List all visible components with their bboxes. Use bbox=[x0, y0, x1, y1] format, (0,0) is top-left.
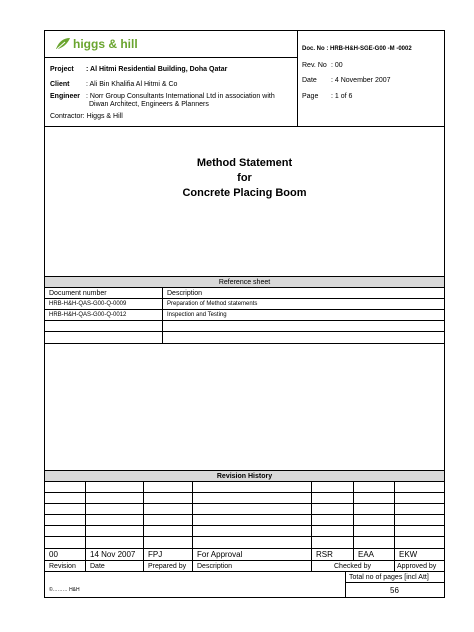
page-label: Page bbox=[302, 93, 319, 100]
rev-line-1 bbox=[44, 481, 445, 482]
rev-line-0 bbox=[44, 470, 445, 471]
rev-line-8 bbox=[44, 560, 445, 561]
ref-col-divider bbox=[162, 287, 163, 343]
label-description: Description bbox=[197, 563, 233, 570]
label-prepared: Prepared by bbox=[148, 563, 187, 570]
client-value: : Ali Bin Khalifia Al Hitmi & Co bbox=[86, 81, 178, 88]
rev-line-6 bbox=[44, 536, 445, 537]
rev-row-revision: 00 bbox=[49, 550, 58, 559]
rev-col-5 bbox=[353, 481, 354, 560]
ref-line-0 bbox=[44, 276, 445, 277]
frame-right bbox=[444, 30, 445, 598]
label-checked: Checked by bbox=[334, 563, 371, 570]
total-pages-value: 56 bbox=[390, 586, 399, 595]
label-approved: Approved by bbox=[397, 563, 437, 570]
revision-heading: Revision History bbox=[216, 473, 273, 480]
frame-bottom bbox=[44, 597, 445, 598]
rev-row-date: 14 Nov 2007 bbox=[90, 550, 136, 559]
date-label: Date bbox=[302, 77, 317, 84]
company-logo bbox=[55, 37, 138, 51]
header-divider-bottom bbox=[44, 126, 445, 127]
ref-col-doc: Document number bbox=[49, 290, 107, 297]
project-value: : Al Hitmi Residential Building, Doha Qatar bbox=[86, 66, 228, 73]
frame-left bbox=[44, 30, 45, 598]
rev-row-approved: EKW bbox=[399, 550, 418, 559]
rev-col-3 bbox=[192, 481, 193, 571]
rev-row-checked-2: EAA bbox=[358, 550, 375, 559]
rev-line-2 bbox=[44, 492, 445, 493]
title-line-1: Method Statement bbox=[196, 157, 293, 169]
ref-line-2 bbox=[44, 298, 445, 299]
footer-copyright: ©……… H&H bbox=[49, 587, 80, 593]
engineer-value-line1: : Norr Group Consultants International Ltd in association with bbox=[86, 93, 275, 100]
rev-line-10 bbox=[345, 582, 445, 583]
ref-row-1-doc: HRB-H&H-QAS-G00-Q-0009 bbox=[49, 301, 127, 307]
reference-heading: Reference sheet bbox=[218, 279, 271, 286]
ref-line-6 bbox=[44, 343, 445, 344]
rev-line-3 bbox=[44, 503, 445, 504]
leaf-icon bbox=[55, 37, 71, 51]
title-line-3: Concrete Placing Boom bbox=[182, 187, 307, 199]
rev-line-7 bbox=[44, 548, 445, 549]
rev-row-prepared: FPJ bbox=[148, 550, 163, 559]
rev-col-1 bbox=[85, 481, 86, 571]
rev-line-5 bbox=[44, 525, 445, 526]
rev-value: : 00 bbox=[331, 62, 343, 69]
header-divider-vertical bbox=[297, 30, 298, 126]
logo-divider bbox=[44, 57, 297, 58]
ref-line-4 bbox=[44, 320, 445, 321]
engineer-value-line2: Diwan Architect, Engineers & Planners bbox=[89, 101, 209, 108]
rev-label: Rev. No bbox=[302, 62, 327, 69]
project-label: Project bbox=[50, 66, 74, 73]
rev-col-4 bbox=[311, 481, 312, 571]
total-pages-label: Total no of pages [incl Att] bbox=[349, 574, 429, 581]
rev-col-2 bbox=[143, 481, 144, 571]
ref-row-2-desc: Inspection and Testing bbox=[167, 312, 227, 318]
ref-row-2-doc: HRB-H&H-QAS-G00-Q-0012 bbox=[49, 312, 127, 318]
rev-line-9 bbox=[44, 571, 445, 572]
ref-line-1 bbox=[44, 287, 445, 288]
doc-number: Doc. No : HRB-H&H-SGE-G00 -M -0002 bbox=[302, 46, 412, 52]
label-revision: Revision bbox=[49, 563, 76, 570]
document-title bbox=[44, 156, 445, 201]
rev-row-description: For Approval bbox=[197, 550, 243, 559]
client-label: Client bbox=[50, 81, 70, 88]
engineer-label: Engineer bbox=[50, 93, 80, 100]
ref-line-3 bbox=[44, 309, 445, 310]
total-col-divider bbox=[345, 571, 346, 598]
ref-col-desc: Description bbox=[167, 290, 203, 297]
rev-row-checked-1: RSR bbox=[316, 550, 333, 559]
contractor-line: Contractor: Higgs & Hill bbox=[50, 113, 123, 120]
label-date: Date bbox=[90, 563, 105, 570]
rev-line-4 bbox=[44, 514, 445, 515]
logo-text: higgs & hill bbox=[73, 37, 138, 51]
ref-line-5 bbox=[44, 331, 445, 332]
frame-top bbox=[44, 30, 445, 31]
page-value: : 1 of 6 bbox=[331, 93, 353, 100]
date-value: : 4 November 2007 bbox=[331, 77, 391, 84]
rev-col-6 bbox=[394, 481, 395, 571]
ref-row-1-desc: Preparation of Method statements bbox=[167, 301, 258, 307]
title-line-2: for bbox=[237, 172, 252, 184]
